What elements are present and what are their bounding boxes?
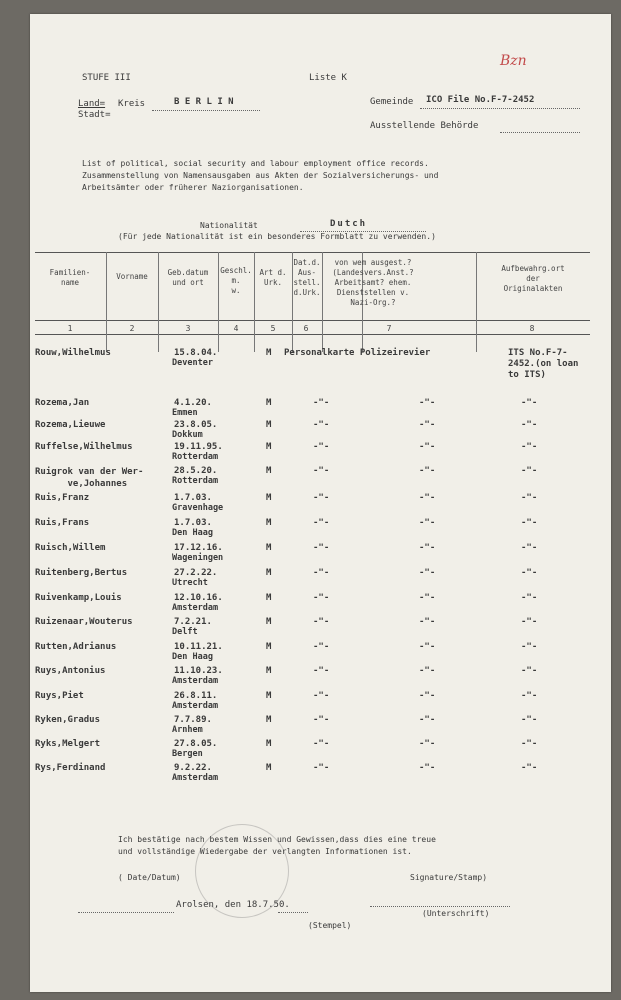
family-name: Ruizenaar,Wouterus: [35, 617, 133, 627]
table-row: [30, 543, 611, 567]
issue-date-ditto: -"-: [313, 763, 330, 773]
family-name: Ruigrok van der Wer- ve,Johannes: [35, 467, 144, 489]
storage-ditto: -"-: [521, 715, 538, 725]
sex: M: [266, 493, 272, 503]
issuer-ditto: -"-: [419, 543, 436, 553]
kreis-label: Kreis: [118, 99, 146, 109]
storage-ditto: -"-: [521, 691, 538, 701]
birth-date: 10.11.21.: [174, 642, 223, 652]
issuer-ditto: -"-: [419, 518, 436, 528]
issue-date-ditto: -"-: [313, 568, 330, 578]
table-row: [30, 348, 611, 380]
storage-ditto: -"-: [521, 739, 538, 749]
family-name: Rys,Ferdinand: [35, 763, 106, 773]
family-name: Rozema,Lieuwe: [35, 420, 106, 430]
storage-ditto: -"-: [521, 420, 538, 430]
table-row: [30, 691, 611, 715]
issue-date-ditto: -"-: [313, 420, 330, 430]
table-row: [30, 666, 611, 690]
handwritten-annotation: Bzn: [500, 53, 527, 69]
col-header-8: Aufbewahrg.ort der Originalakten: [501, 264, 565, 293]
sex: M: [266, 617, 272, 627]
birth-place: Wageningen: [172, 553, 224, 563]
storage-ditto: -"-: [521, 593, 538, 603]
issue-date-ditto: -"-: [313, 398, 330, 408]
nationality-note: (Für jede Nationalität ist ein besonderes Formblatt zu verwenden.): [118, 232, 436, 241]
issue-date-ditto: -"-: [313, 642, 330, 652]
issuer-ditto: -"-: [419, 466, 436, 476]
nationality-value: Dutch: [330, 219, 368, 229]
storage-ditto: -"-: [521, 642, 538, 652]
col-number-4: 4: [233, 324, 239, 333]
table-row: [30, 466, 611, 490]
ausstellende-underline: [500, 132, 580, 133]
table-row: [30, 493, 611, 517]
sex: M: [266, 420, 272, 430]
sex: M: [266, 442, 272, 452]
col-header-4: Geschl. m. w.: [220, 266, 252, 295]
issuer-ditto: -"-: [419, 715, 436, 725]
sex: M: [266, 348, 272, 358]
kreis-underline: [152, 110, 260, 111]
family-name: Ryken,Gradus: [35, 715, 101, 725]
signature-label: Signature/Stamp): [410, 873, 488, 882]
birth-date: 9.2.22.: [174, 763, 212, 773]
table-row: [30, 518, 611, 542]
birth-place: Delft: [172, 627, 198, 637]
table-header-line: [35, 320, 590, 321]
family-name: Ruys,Antonius: [35, 666, 106, 676]
land-label: Land=: [78, 99, 106, 109]
record-type: Personalkarte Polizeirevier: [284, 348, 431, 358]
table-row: [30, 763, 611, 787]
col-number-7: 7: [386, 324, 392, 333]
storage-location: ITS No.F-7- 2452.(on loan to ITS): [508, 348, 579, 380]
sex: M: [266, 691, 272, 701]
table-row: [30, 739, 611, 763]
birth-date: 11.10.23.: [174, 666, 223, 676]
family-name: Ruivenkamp,Louis: [35, 593, 122, 603]
table-row: [30, 642, 611, 666]
storage-ditto: -"-: [521, 518, 538, 528]
col-header-3: Geb.datum und ort: [167, 268, 209, 287]
family-name: Ruitenberg,Bertus: [35, 568, 128, 578]
issue-date-ditto: -"-: [313, 715, 330, 725]
col-number-1: 1: [67, 324, 73, 333]
issue-date-ditto: -"-: [313, 518, 330, 528]
nationality-label: Nationalität: [200, 221, 258, 230]
birth-date: 12.10.16.: [174, 593, 223, 603]
birth-date: 26.8.11.: [174, 691, 218, 701]
col-header-1: Familien- name: [49, 268, 91, 287]
col-number-5: 5: [270, 324, 276, 333]
issuer-ditto: -"-: [419, 568, 436, 578]
birth-place: Emmen: [172, 408, 198, 418]
table-row: [30, 568, 611, 592]
table-row: [30, 593, 611, 617]
issuer-ditto: -"-: [419, 442, 436, 452]
sex: M: [266, 398, 272, 408]
issue-date-ditto: -"-: [313, 593, 330, 603]
col-number-2: 2: [129, 324, 135, 333]
birth-date: 4.1.20.: [174, 398, 212, 408]
place-date: Arolsen, den 18.7.50.: [176, 900, 290, 910]
col-header-6: Dat.d. Aus- stell. d.Urk.: [293, 258, 321, 297]
birth-date: 23.8.05.: [174, 420, 218, 430]
issuer-ditto: -"-: [419, 617, 436, 627]
sex: M: [266, 763, 272, 773]
birth-date: 27.2.22.: [174, 568, 218, 578]
issue-date-ditto: -"-: [313, 442, 330, 452]
kreis-value: B E R L I N: [174, 97, 234, 107]
issuer-ditto: -"-: [419, 593, 436, 603]
col-divider-1: [106, 252, 107, 352]
date-label: ( Date/Datum): [118, 873, 181, 882]
col-divider-2: [158, 252, 159, 352]
place-date-underline: [78, 912, 174, 913]
storage-ditto: -"-: [521, 493, 538, 503]
storage-ditto: -"-: [521, 568, 538, 578]
birth-date: 7.2.21.: [174, 617, 212, 627]
signature-underline: [370, 906, 510, 907]
liste-label: Liste K: [309, 73, 347, 83]
storage-ditto: -"-: [521, 666, 538, 676]
table-row: [30, 617, 611, 641]
confirmation-line-1: Ich bestätige nach bestem Wissen und Gewissen,dass dies eine treue: [118, 835, 436, 844]
birth-date: 27.8.05.: [174, 739, 218, 749]
issuer-ditto: -"-: [419, 398, 436, 408]
family-name: Ryks,Melgert: [35, 739, 101, 749]
issuer-ditto: -"-: [419, 420, 436, 430]
family-name: Ruis,Franz: [35, 493, 90, 503]
sex: M: [266, 715, 272, 725]
unterschrift-label: (Unterschrift): [422, 909, 490, 918]
issuer-ditto: -"-: [419, 666, 436, 676]
birth-place: Deventer: [172, 358, 213, 368]
table-top-line: [35, 252, 590, 253]
storage-ditto: -"-: [521, 398, 538, 408]
issuer-ditto: -"-: [419, 642, 436, 652]
birth-place: Rotterdam: [172, 452, 219, 462]
sex: M: [266, 666, 272, 676]
family-name: Rouw,Wilhelmus: [35, 348, 111, 358]
family-name: Ruys,Piet: [35, 691, 84, 701]
birth-date: 1.7.03.: [174, 493, 212, 503]
confirmation-line-2: und vollständige Wiedergabe der verlangten Informationen ist.: [118, 847, 412, 856]
family-name: Ruffelse,Wilhelmus: [35, 442, 133, 452]
issuer-ditto: -"-: [419, 763, 436, 773]
place-date-underline-end: [278, 912, 308, 913]
issue-date-ditto: -"-: [313, 739, 330, 749]
stufe-label: STUFE III: [82, 73, 131, 83]
birth-place: Gravenhage: [172, 503, 224, 513]
gemeinde-label: Gemeinde: [370, 97, 414, 107]
issue-date-ditto: -"-: [313, 617, 330, 627]
issue-date-ditto: -"-: [313, 666, 330, 676]
table-row: [30, 715, 611, 739]
issue-date-ditto: -"-: [313, 466, 330, 476]
gemeinde-underline: [420, 108, 580, 109]
ausstellende-label: Ausstellende Behörde: [370, 121, 479, 131]
issue-date-ditto: -"-: [313, 543, 330, 553]
birth-place: Den Haag: [172, 652, 213, 662]
birth-place: Den Haag: [172, 528, 213, 538]
storage-ditto: -"-: [521, 617, 538, 627]
birth-place: Rotterdam: [172, 476, 219, 486]
storage-ditto: -"-: [521, 466, 538, 476]
family-name: Ruis,Frans: [35, 518, 90, 528]
issuer-ditto: -"-: [419, 493, 436, 503]
birth-date: 28.5.20.: [174, 466, 218, 476]
birth-date: 17.12.16.: [174, 543, 223, 553]
issue-date-ditto: -"-: [313, 493, 330, 503]
col-number-6: 6: [303, 324, 309, 333]
sex: M: [266, 593, 272, 603]
table-number-line: [35, 334, 590, 335]
col-header-7: von wem ausgest.? (Landesvers.Anst.? Arbeitsamt? ehem. Dienststellen v. Nazi-Org.?: [332, 258, 414, 307]
col-header-2: Vorname: [116, 272, 148, 281]
family-name: Ruisch,Willem: [35, 543, 106, 553]
birth-place: Amsterdam: [172, 701, 219, 711]
storage-ditto: -"-: [521, 442, 538, 452]
col-header-5: Art d. Urk.: [259, 268, 287, 287]
birth-date: 7.7.89.: [174, 715, 212, 725]
storage-ditto: -"-: [521, 543, 538, 553]
birth-place: Bergen: [172, 749, 203, 759]
sex: M: [266, 518, 272, 528]
col-number-3: 3: [185, 324, 191, 333]
col-divider-4: [254, 252, 255, 352]
issuer-ditto: -"-: [419, 739, 436, 749]
family-name: Rutten,Adrianus: [35, 642, 117, 652]
table-row: [30, 420, 611, 444]
issue-date-ditto: -"-: [313, 691, 330, 701]
intro-line-2: Zusammenstellung von Namensausgaben aus Akten der Sozialversicherungs- und: [82, 171, 439, 180]
stempel-label: (Stempel): [308, 921, 352, 930]
family-name: Rozema,Jan: [35, 398, 90, 408]
intro-line-3: Arbeitsämter oder früherer Naziorganisationen.: [82, 183, 304, 192]
birth-place: Amsterdam: [172, 676, 219, 686]
birth-place: Dokkum: [172, 430, 203, 440]
sex: M: [266, 466, 272, 476]
birth-place: Utrecht: [172, 578, 208, 588]
birth-place: Amsterdam: [172, 773, 219, 783]
issuer-ditto: -"-: [419, 691, 436, 701]
storage-ditto: -"-: [521, 763, 538, 773]
birth-place: Arnhem: [172, 725, 203, 735]
table-row: [30, 442, 611, 466]
birth-date: 19.11.95.: [174, 442, 223, 452]
stadt-label: Stadt=: [78, 110, 111, 120]
birth-date: 1.7.03.: [174, 518, 212, 528]
sex: M: [266, 739, 272, 749]
sex: M: [266, 642, 272, 652]
birth-place: Amsterdam: [172, 603, 219, 613]
sex: M: [266, 543, 272, 553]
gemeinde-value: ICO File No.F-7-2452: [426, 95, 535, 105]
document-page: [30, 14, 611, 992]
sex: M: [266, 568, 272, 578]
col-number-8: 8: [529, 324, 535, 333]
table-row: [30, 398, 611, 422]
intro-line-1: List of political, social security and labour employment office records.: [82, 159, 429, 168]
birth-date: 15.8.04.: [174, 348, 218, 358]
